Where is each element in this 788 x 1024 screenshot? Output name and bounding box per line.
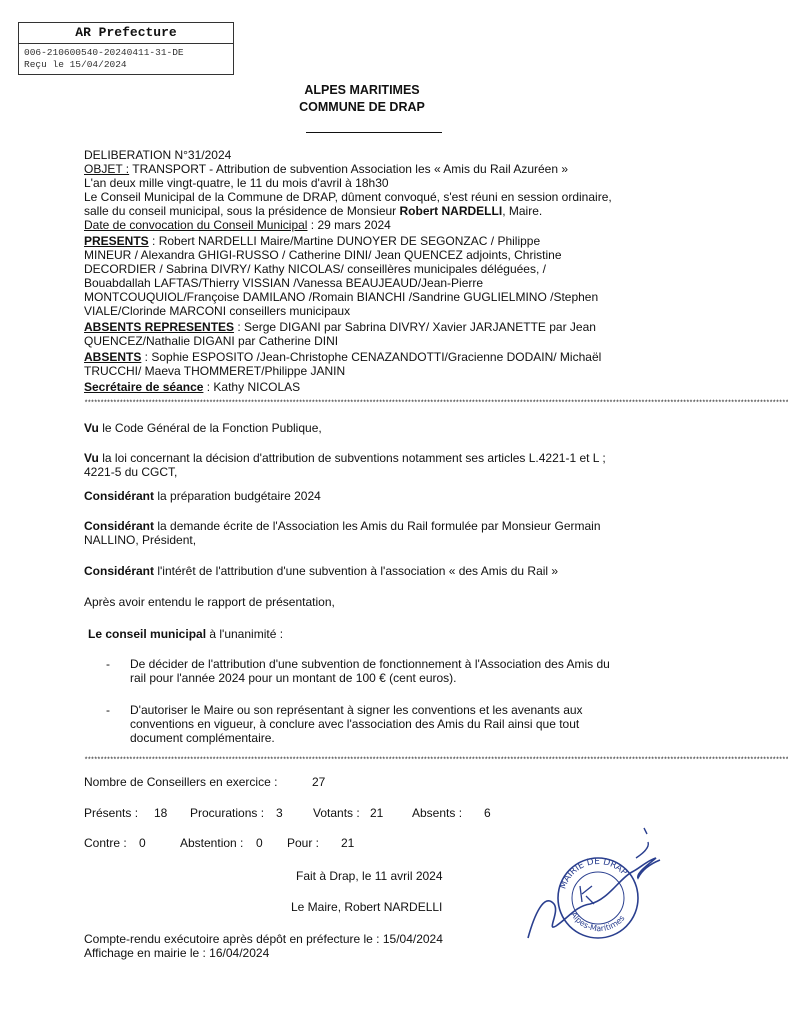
objet-line — [84, 162, 568, 176]
abstention-label: Abstention : — [180, 836, 244, 850]
seal-ring-top-text: MAIRIE DE DRAP — [558, 856, 629, 891]
commune-title: COMMUNE DE DRAP — [299, 100, 425, 114]
vu-loi-line-1 — [84, 451, 606, 465]
mairie-seal-signature — [520, 820, 670, 950]
seal-ring-bottom-text: Alpes-Maritimes — [569, 910, 627, 934]
contre-value: 0 — [139, 836, 146, 850]
vu-loi-line-2: 4221-5 du CGCT, — [84, 465, 178, 479]
absents-represented-text: : Serge DIGANI par Sabrina DIVRY/ Xavier JARJANETTE par Jean — [234, 320, 596, 334]
absents-line-1 — [84, 350, 601, 364]
considerant-demande-line-1 — [84, 519, 601, 533]
exercice-value: 27 — [312, 775, 326, 789]
list-bullet: - — [106, 703, 110, 717]
presents-line-3: DECORDIER / Sabrina DIVRY/ Kathy NICOLAS/ conseillères municipales déléguées, / — [84, 262, 546, 276]
considerant-label: Considérant — [84, 489, 155, 503]
presents-count-label: Présents : — [84, 806, 139, 820]
separator-stars-top: **************************************************************************************************************************************************************************************************************************** — [84, 400, 788, 408]
presents-line-5: MONTCOUQUIOL/Françoise DAMILANO /Romain BIANCHI /Sandrine GUGLIELMINO /Stephen — [84, 290, 599, 304]
convocation-text-end: , Maire. — [502, 204, 543, 218]
presents-label: PRESENTS — [84, 234, 149, 248]
votants-value: 21 — [370, 806, 384, 820]
conseil-label: Le conseil municipal — [88, 627, 207, 641]
pour-label: Pour : — [287, 836, 320, 850]
absents-represented-label: ABSENTS REPRESENTES — [84, 320, 235, 334]
pour-value: 21 — [341, 836, 355, 850]
stamp-body — [19, 44, 233, 74]
presents-line-6: VIALE/Clorinde MARCONI conseillers municipaux — [84, 304, 351, 318]
president-name: Robert NARDELLI — [399, 204, 503, 218]
department-title: ALPES MARITIMES — [304, 83, 420, 97]
presents-line-4: Bouabdallah LAFTAS/Thierry VISSIAN /Vanessa BEAUJEAUD/Jean-Pierre — [84, 276, 484, 290]
convocation-date-line — [84, 218, 391, 232]
considerant-label: Considérant — [84, 519, 155, 533]
absents-text: : Sophie ESPOSITO /Jean-Christophe CENAZANDOTTI/Gracienne DODAIN/ Michaël — [141, 350, 602, 364]
objet-text: TRANSPORT - Attribution de subvention Association les « Amis du Rail Azuréen » — [129, 162, 569, 176]
list-bullet: - — [106, 657, 110, 671]
presents-line-2: MINEUR / Alexandra GHIGI-RUSSO / Catherine DINI/ Jean QUENCEZ adjoints, Christine — [84, 248, 562, 262]
stamp-received-date: Reçu le 15/04/2024 — [24, 59, 127, 70]
considerant-interet — [84, 564, 558, 578]
compte-rendu-executoire: Compte-rendu exécutoire après dépôt en préfecture le : 15/04/2024 — [84, 932, 443, 946]
vu-label: Vu — [84, 451, 99, 465]
considerant-budget — [84, 489, 321, 503]
considerant-text: la demande écrite de l'Association les Amis du Rail formulée par Monsieur Germain — [154, 519, 601, 533]
objet-label: OBJET : — [84, 162, 130, 176]
convocation-line-2 — [84, 204, 542, 218]
conseil-text: à l'unanimité : — [206, 627, 284, 641]
separator-stars-bottom: **************************************************************************************************************************************************************************************************************************** — [84, 757, 788, 765]
absents-label: ABSENTS — [84, 350, 142, 364]
session-date: L'an deux mille vingt-quatre, le 11 du mois d'avril à 18h30 — [84, 176, 389, 190]
considerant-demande-line-2: NALLINO, Président, — [84, 533, 197, 547]
signature-mark — [636, 828, 648, 858]
abstention-value: 0 — [256, 836, 263, 850]
apres-rapport: Après avoir entendu le rapport de présentation, — [84, 595, 335, 609]
header-divider — [306, 132, 442, 133]
vu-text: la loi concernant la décision d'attribution de subventions notamment ses articles L.4221-1 et L ; — [98, 451, 606, 465]
votants-label: Votants : — [313, 806, 360, 820]
absents-count-label: Absents : — [412, 806, 463, 820]
contre-label: Contre : — [84, 836, 127, 850]
secretaire-name: : Kathy NICOLAS — [203, 380, 301, 394]
vu-code-general — [84, 421, 322, 435]
stamp-reference: 006-210600540-20240411-31-DE — [24, 47, 184, 58]
decision-1-line-1: De décider de l'attribution d'une subvention de fonctionnement à l'Association des Amis du — [130, 657, 610, 671]
decision-1-line-2: rail pour l'année 2024 pour un montant de 100 € (cent euros). — [130, 671, 457, 685]
absents-line-2: TRUCCHI/ Maeva THOMMERET/Philippe JANIN — [84, 364, 346, 378]
decision-2-line-2: conventions en vigueur, à conclure avec l'association des Amis du Rail ainsi que tout — [130, 717, 580, 731]
exercice-label: Nombre de Conseillers en exercice : — [84, 775, 278, 789]
prefecture-stamp — [18, 22, 234, 75]
vu-text: le Code Général de la Fonction Publique, — [98, 421, 322, 435]
presents-count-value: 18 — [154, 806, 168, 820]
absents-represented-line-2: QUENCEZ/Nathalie DIGANI par Catherine DINI — [84, 334, 339, 348]
convocation-date: : 29 mars 2024 — [307, 218, 391, 232]
maire-signature-line: Le Maire, Robert NARDELLI — [291, 900, 443, 914]
deliberation-number: DELIBERATION N°31/2024 — [84, 148, 232, 162]
affichage-mairie: Affichage en mairie le : 16/04/2024 — [84, 946, 270, 960]
procurations-value: 3 — [276, 806, 283, 820]
considerant-label: Considérant — [84, 564, 155, 578]
decision-2-line-1: D'autoriser le Maire ou son représentant à signer les conventions et les avenants aux — [130, 703, 583, 717]
procurations-label: Procurations : — [190, 806, 265, 820]
convocation-line-1: Le Conseil Municipal de la Commune de DRAP, dûment convoqué, s'est réuni en session ordinaire, — [84, 190, 612, 204]
convocation-date-label: Date de convocation du Conseil Municipal — [84, 218, 308, 232]
stamp-title: AR Prefecture — [19, 23, 233, 44]
seal-emblem — [580, 886, 594, 904]
considerant-text: l'intérêt de l'attribution d'une subvention à l'association « des Amis du Rail » — [154, 564, 559, 578]
absents-count-value: 6 — [484, 806, 491, 820]
presents-line-1 — [84, 234, 540, 248]
vu-label: Vu — [84, 421, 99, 435]
absents-represented-line-1 — [84, 320, 596, 334]
presents-text: : Robert NARDELLI Maire/Martine DUNOYER DE SEGONZAC / Philippe — [148, 234, 541, 248]
decision-2-line-3: document complémentaire. — [130, 731, 275, 745]
secretaire-label: Secrétaire de séance — [84, 380, 204, 394]
fait-a-drap: Fait à Drap, le 11 avril 2024 — [296, 869, 443, 883]
conseil-unanimite — [88, 627, 283, 641]
convocation-text: salle du conseil municipal, sous la présidence de Monsieur — [84, 204, 400, 218]
secretaire-line — [84, 380, 300, 394]
considerant-text: la préparation budgétaire 2024 — [154, 489, 321, 503]
